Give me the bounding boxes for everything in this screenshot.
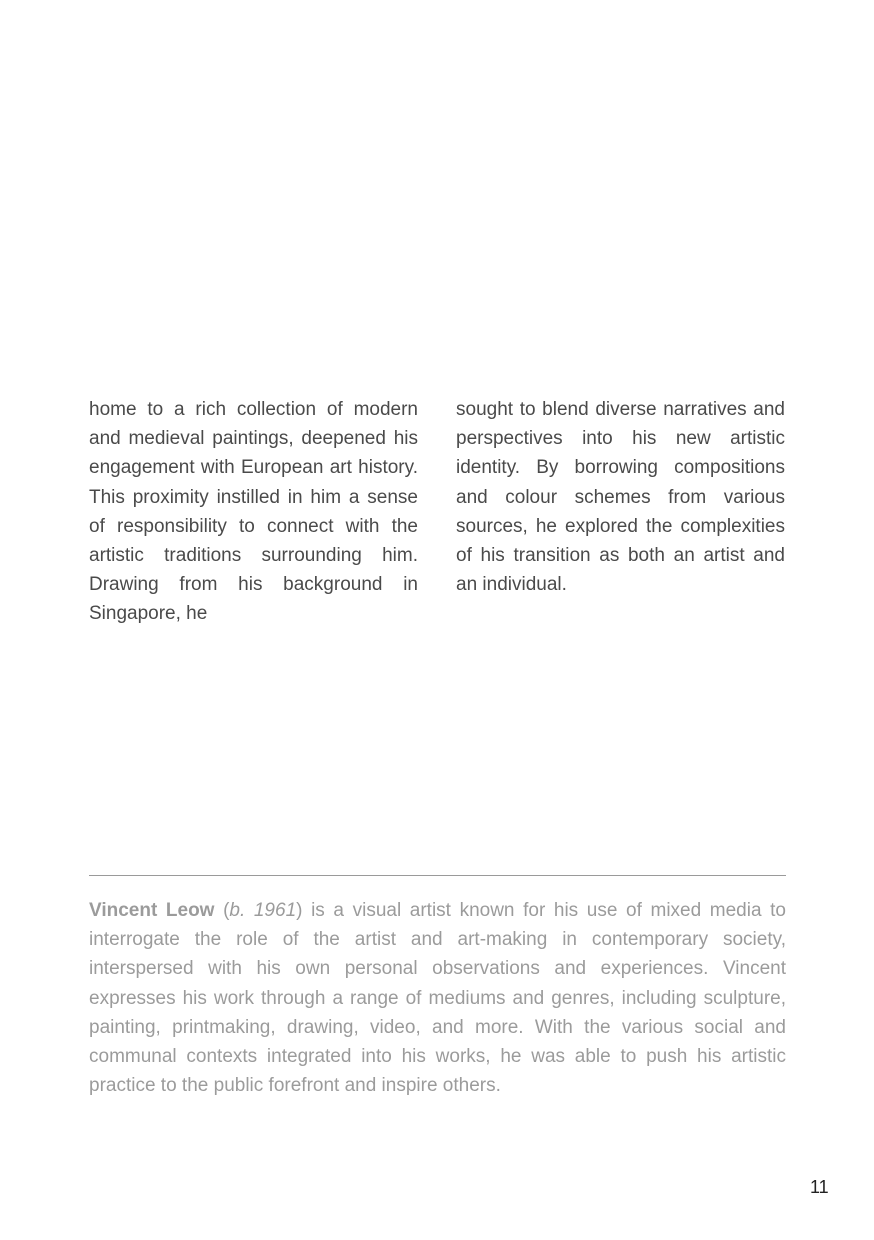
body-column-left: home to a rich collection of modern and medieval paintings, deepened his engagement with European art history. This proximity instilled in him a sense of responsibility to connect with the artistic traditions surrounding him. Drawing from his background in Singapore, he (89, 399, 418, 625)
artist-name: Vincent Leow (89, 900, 215, 921)
page-number: 11 (810, 1177, 829, 1197)
artist-birth: b. 1961 (229, 900, 297, 921)
body-column-right: sought to blend diverse narratives and perspectives into his new artistic identity. By borrowing compositions and colour schemes from various sources, he explored the complexities of his transition as both an artist and an individual. (456, 399, 785, 596)
bio-paren: ( (214, 900, 230, 921)
divider (89, 875, 786, 876)
bio-text: ) is a visual artist known for his use of mixed media to interrogate the role of the artist and art-making in contemporary society, interspersed with his own personal observations and experiences. Vincent expresses his work through a range of mediums and genres, including sculpture, painting, printmaking, drawing, video, and more. With the various social and communal contexts integrated into his works, he was able to push his artistic practice to the public forefront and inspire others. (89, 900, 786, 1097)
artist-bio (89, 896, 786, 1100)
